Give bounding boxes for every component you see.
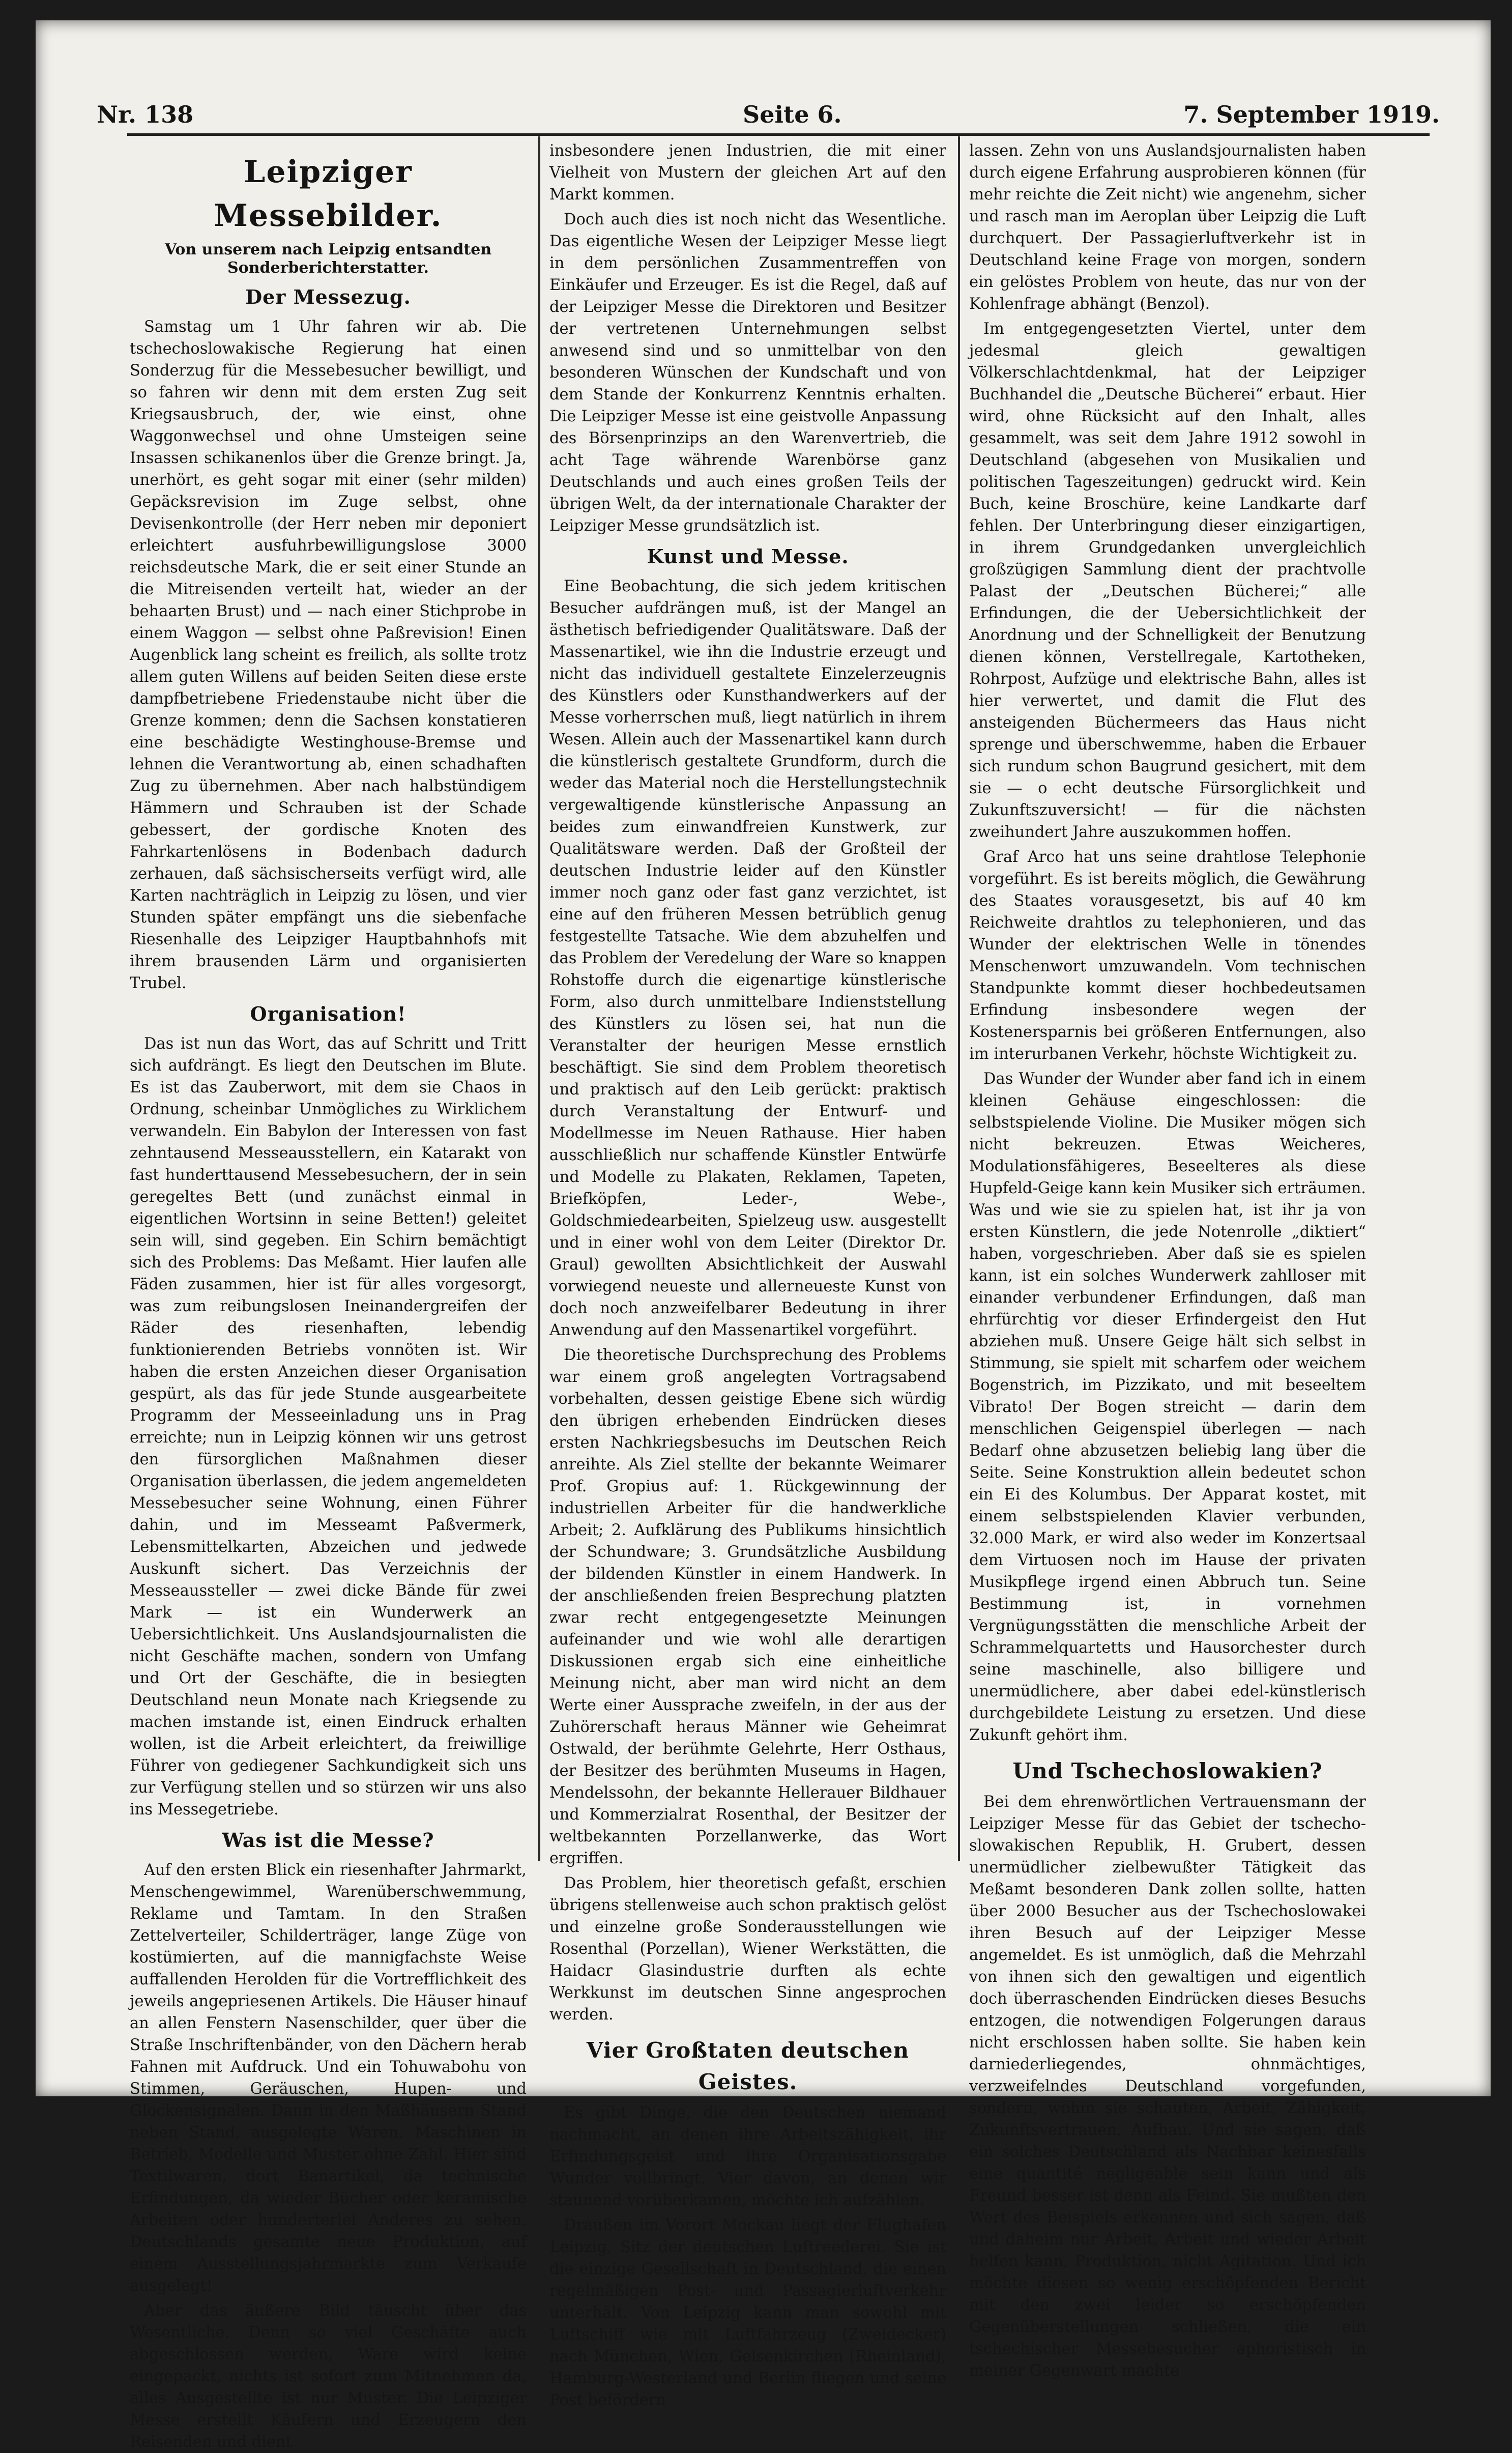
header-rule — [127, 133, 1430, 136]
paragraph: Das Problem, hier theoretisch gefaßt, erschien übrigens stellenweise auch schon praktisch gelöst und einzelne große Sonderausstellungen wie Rosenthal (Porzellan), Wiener Werkstätten, die Haidacr Glasindustrie durften als echte Werkkunst im deutschen Sinne angesprochen werden. — [549, 1874, 946, 2024]
section-heading: Der Messezug. — [245, 285, 411, 308]
paragraph: Samstag um 1 Uhr fahren wir ab. Die tschechoslowakische Regierung hat einen Sonderzug für die Messebesucher bewilligt, und so fahren wir denn mit dem ersten Zug seit Kriegsausbruch, der, wie einst, ohne Waggonwechsel und ohne Umsteigen seine Insassen schikanenlos über die Grenze bringt. Ja, unerhört, es geht sogar mit einer (sehr milden) Gepäcksrevision im Zuge selbst, ohne Devisenkontrolle (der Herr neben mir deponiert erleichtert ausfuhrbewilligungslose 3000 reichsdeutsche Mark, die er seit einer Stunde an die Mitreisenden verteilt hat, wieder an der behaarten Brust) und — nach einer Stichprobe in einem Waggon — selbst ohne Paßrevision! Einen Augenblick lang scheint es freilich, als sollte trotz allem guten Willens auf beiden Seiten diese erste dampfbetriebene Friedenstaube nicht über die Grenze kommen; denn die Sachsen konstatieren eine beschädigte Westinghouse-Bremse und lehnen die Verantwortung ab, einen schadhaften Zug zu übernehmen. Aber nach halbstündigem Hämmern und Schrauben ist der Schade gebessert, der gordische Knoten des Fahrkartenlösens in Bodenbach dadurch zerhauen, daß sächsischerseits verfügt wird, alle Karten nachträglich in Leipzig zu lösen, und vier Stunden später empfängt uns die siebenfache Riesenhalle des Leipziger Hauptbahnhofs mit ihrem brausenden Lärm und organisierten Trubel. — [130, 318, 527, 992]
section-heading: Und Tschechoslowakien? — [1012, 1758, 1323, 1783]
section-heading: Kunst und Messe. — [647, 545, 849, 568]
paragraph: Das ist nun das Wort, das auf Schritt und Tritt sich aufdrängt. Es liegt den Deutschen im Blute. Es ist das Zauberwort, mit dem sie Chaos in Ordnung, scheinbar Unmögliches zu Wirklichem verwandeln. Ein Babylon der Interessen von fast zehntausend Messeausstellern, ein Katarakt von fast hunderttausend Messebesuchern, der in sein geregeltes Bett (und zunächst einmal in eigentlichen Wortsinn in seine Betten!) geleitet sein will, sind gegeben. Ein Schirn bemächtigt sich des Problems: Das Meßamt. Hier laufen alle Fäden zusammen, hier ist für alles vorgesorgt, was zum reibungslosen Ineinandergreifen der Räder des riesenhaften, lebendig funktionierenden Betriebs vonnöten ist. Wir haben die ersten Anzeichen dieser Organisation gespürt, als das für jede Stunde ausgearbeitete Programm der Messeeinladung uns in Prag erreichte; nun in Leipzig können wir uns getrost den fürsorglichen Maßnahmen dieser Organisation überlassen, die jedem angemeldeten Messebesucher seine Wohnung, einen Führer dahin, und im Messeamt Paßvermerk, Lebensmittelkarten, Abzeichen und jedwede Auskunft sichert. Das Verzeichnis der Messeaussteller — zwei dicke Bände für zwei Mark — ist ein Wunderwerk an Uebersichtlichkeit. Uns Auslandsjournalisten die nicht Geschäfte machen, sondern von Umfang und Ort der Geschäfte, die in besiegten Deutschland neun Monate nach Kriegsende zu machen imstande ist, einen Eindruck erhalten wollen, ist die Arbeit erleichtert, da freiwillige Führer von gediegener Sachkundigkeit sich uns zur Verfügung stellen und so stürzen wir uns also ins Messegetriebe. — [130, 1035, 527, 1819]
column-divider — [958, 136, 960, 1861]
paragraph: Draußen im Vorort Mockau liegt der Flughafen Leipzig, Sitz der deutschen Luftreederei. Sie ist die einzige Gesellschaft in Deutschland, die einen regelmäßigen Post- und Passagierluftverkehr unterhält. Von Leipzig kann man sowohl mit Luftschiff wie mit Luftfahrzeug (Zweidecker) nach München, Wien, Gelsenkirchen (Rheinland), Hamburg-Westerland und Berlin fliegen und seine Post befördern — [549, 2216, 946, 2409]
paragraph: Im entgegengesetzten Viertel, unter dem jedesmal gleich gewaltigen Völkerschlachtdenkmal, hat der Leipziger Buchhandel die „Deutsche Bücherei“ erbaut. Hier wird, ohne Rücksicht auf den Inhalt, alles gesammelt, was seit dem Jahre 1912 sowohl in Deutschland (abgesehen von Musikalien und politischen Tageszeitungen) gedruckt wird. Kein Buch, keine Broschüre, keine Landkarte darf fehlen. Der Unterbringung dieser einzigartigen, in ihrem Grundgedanken unvergleichlich großzügigen Sammlung dient der prachtvolle Palast der „Deutschen Bücherei;“ alle Erfindungen, die der Uebersichtlichkeit der Anordnung und der Schnelligkeit der Benutzung dienen können, Verstellregale, Kartotheken, Rohrpost, Aufzüge und elektrische Bahn, alles ist hier verwertet, und damit die Flut des ansteigenden Büchermeers das Haus nicht sprenge und überschwemme, haben die Erbauer sich rundum schon Baugrund gesichert, mit dem sie — o echt deutsche Fürsorglichkeit und Zukunftszuversicht! — für die nächsten zweihundert Jahre auszukommen hoffen. — [969, 320, 1366, 841]
paragraph: Die theoretische Durchsprechung des Problems war einem groß angelegten Vortragsabend vorbehalten, dessen geistige Ebene sich würdig den übrigen erhebenden Eindrücken dieses ersten Nachkriegsbesuchs im Deutschen Reich anreihte. Als Ziel stellte der bekannte Weimarer Prof. Gropius auf: 1. Rückgewinnung der industriellen Arbeiter für die handwerkliche Arbeit; 2. Aufklärung des Publikums hinsichtlich der Schundware; 3. Grundsätzliche Ausbildung der bildenden Künstler in einem Handwerk. In der anschließenden freien Besprechung platzten zwar recht entgegengesetzte Meinungen aufeinander und wie wohl alle derartigen Diskussionen ergab sich eine einheitliche Meinung nicht, aber man wird nicht an dem Werte einer Aussprache zweifeln, in der aus der Zuhörerschaft heraus Männer wie Geheimrat Ostwald, der berühmte Gelehrte, Herr Osthaus, der Besitzer des berühmten Museums in Hagen, Mendelssohn, der bekannte Hellerauer Bildhauer und Kommerzialrat Rosenthal, der Besitzer der weltbekannten Porzellanwerke, das Wort ergriffen. — [549, 1346, 946, 1867]
column-3 — [969, 140, 1366, 2380]
issue-date: 7. September 1919. — [1183, 101, 1440, 128]
page-header — [97, 96, 1440, 136]
paragraph: Das Wunder der Wunder aber fand ich in einem kleinen Gehäuse eingeschlossen: die selbstspielende Violine. Die Musiker mögen sich nicht bekreuzen. Etwas Weicheres, Modulationsfähigeres, Beseelteres als diese Hupfeld-Geige kann kein Musiker sich erträumen. Was und wie sie zu spielen hat, ist ihr ja von ersten Künstlern, die jede Notenrolle „diktiert“ haben, vorgeschrieben. Aber daß sie es spielen kann, ist ein solches Wunderwerk zahlloser mit einander verbundener Erfindungen, daß man ehrfürchtig vor dieser Erfindergeist den Hut abziehen muß. Unsere Geige hält sich selbst in Stimmung, sie spielt mit scharfem oder weichem Bogenstrich, im Pizzikato, und mit beseeltem Vibrato! Der Bogen streicht — darin dem menschlichen Geigenspiel überlegen — nach Bedarf ohne abzusetzen beliebig lang über die Seite. Seine Konstruktion allein bedeutet schon ein Ei des Kolumbus. Der Apparat kostet, mit einem selbstspielenden Klavier verbunden, 32.000 Mark, er wird also weder im Konzertsaal dem Virtuosen noch im Hause der privaten Musikpflege irgend einen Abbruch tun. Seine Bestimmung ist, in vornehmen Vergnügungsstätten die menschliche Arbeit der Schrammelquartetts und Hausorchester durch seine maschinelle, also billigere und unermüdlichere, aber dabei edel-künstlerisch durchgebildete Leistung zu ersetzen. Und diese Zukunft gehört ihm. — [969, 1070, 1366, 1744]
paragraph: Graf Arco hat uns seine drahtlose Telephonie vorgeführt. Es ist bereits möglich, die Gewährung des Staates vorausgesetzt, bis auf 40 km Reichweite drahtlos zu telephonieren, und das Wunder der elektrischen Welle in tönendes Menschenwort umzuwandeln. Vom technischen Standpunkte kommt dieser hochbedeutsamen Erfindung insbesondere wegen der Kostenersparnis bei größeren Entfernungen, also im interurbanen Verkehr, höchste Wichtigkeit zu. — [969, 848, 1366, 1063]
column-divider — [538, 136, 540, 1861]
article-subtitle: Von unserem nach Leipzig entsandten Sonderberichterstatter. — [164, 241, 492, 277]
paragraph: Bei dem ehrenwörtlichen Vertrauensmann der Leipziger Messe für das Gebiet der tschecho-slowakischen Republik, H. Grubert, dessen unermüdlicher zielbewußter Tätigkeit das Meßamt besonderen Dank zollen sollte, hatten über 2000 Besucher aus der Tschechoslowakei ihren Besuch auf der Leipziger Messe angemeldet. Es ist unmöglich, daß die Mehrzahl von ihnen sich den gewaltigen und eigentlich doch überraschenden Eindrücken dieses Besuchs entzogen, die notwendigen Folgerungen daraus nicht erschlossen haben sollte. Sie haben kein darniederliegendes, ohnmächtiges, verzweifelndes Deutschland vorgefunden, sondern, wohin sie schauten, Arbeit, Zähigkeit, Zukunftsvertrauen, Aufbau. Und sie sagen, daß ein solches Deutschland als Nachbar keinesfalls eine quantité negligeable sein kann und als Freund besser ist denn als Feind. Sie mußten den Wert des Beispiels erkennen und sich sagen, daß und daheim nur Arbeit, Arbeit und wieder Arbeit helfen kann, Produktion, nicht Agitation. Und ich möchte diesen so wenig erschöpfenden Bericht mit den zwei leider so erschöpfenden Gegenüberstellungen schließen, die ein tschechischer Messebesucher aphoristisch in meiner Gegenwart machte — [969, 1793, 1366, 2380]
paragraph: Eine Beobachtung, die sich jedem kritischen Besucher aufdrängen muß, ist der Mangel an ästhetisch befriedigender Qualitätsware. Daß der Massenartikel, wie ihn die Industrie erzeugt und nicht das individuell gestaltete Einzelerzeugnis des Künstlers oder Kunsthandwerkers auf der Messe vorherrschen muß, liegt natürlich in ihrem Wesen. Allein auch der Massenartikel kann durch die künstlerisch gestaltete Grundform, durch die weder das Material noch die Herstellungstechnik vergewaltigende künstlerische Anpassung an beides zum einwandfreien Kunstwerk, zur Qualitätsware werden. Daß der Großteil der deutschen Industrie leider auf den Künstler immer noch ganz oder fast ganz verzichtet, ist eine auf den früheren Messen betrüblich genug festgestellte Tatsache. Wie dem abzuhelfen und das Problem der Veredelung der Ware so knappen Rohstoffe durch die eigenartige künstlerische Form, also durch unmittelbare Indienststellung des Künstlers zu lösen sei, hat nun die Veranstalter der heurigen Messe ernstlich beschäftigt. Sie sind dem Problem theoretisch und praktisch auf den Leib gerückt: praktisch durch Veranstaltung der Entwurf- und Modellmesse im Neuen Rathause. Hier haben ausschließlich nur schaffende Künstler Entwürfe und Modelle zu Plakaten, Reklamen, Tapeten, Briefköpfen, Leder-, Webe-, Goldschmiedearbeiten, Spielzeug usw. ausgestellt und in einer wohl von dem Leiter (Direktor Dr. Graul) gewollten Absichtlichkeit der Auswahl vorwiegend neueste und allerneueste Kunst von doch noch anzweifelbarer Bedeutung in ihrer Anwendung auf den Massenartikel vorgeführt. — [549, 578, 946, 1339]
paragraph: Auf den ersten Blick ein riesenhafter Jahrmarkt, Menschengewimmel, Warenüberschwemmung, Reklame und Tamtam. In den Straßen Zettelverteiler, Schilderträger, lange Züge von kostümierten, auf die mannigfachste Weise auffallenden Herolden für die Vortrefflichkeit des jeweils angepriesenen Artikels. Die Häuser hinauf an allen Fenstern Nasenschilder, quer über die Straße Inschriftenbänder, von den Dächern herab Fahnen mit Aufdruck. Und ein Tohuwabohu von Stimmen, Geräuschen, Hupen- und Glockensignalen. Dann in den Maßhäusern Stand neben Stand, ausgelegte Waren, Maschinen in Betrieb, Modelle und Muster ohne Zahl. Hier sind Textilwaren, dort Banartikel, da technische Erfindungen, da wieder Bücher oder keramische Arbeiten oder hunderterlei Anderes zu sehen. Deutschlands gesamte neue Produktion, auf einem Ausstellungsjahrmarkte zum Verkaufe ausgelegt! — [130, 1861, 527, 2295]
paragraph: Es gibt Dinge, die den Deutschen niemand nachmacht, an denen ihre Arbeitszähigkeit, ihr Erfindungsgeist und ihre Organisationsgabe Wunder vollbringt. Vier davon, an denen wir staunend vorüberkamen, möchte ich aufzählen. — [549, 2104, 946, 2209]
section-heading: Organisation! — [250, 1002, 406, 1025]
paragraph: lassen. Zehn von uns Auslandsjournalisten haben durch eigene Erfahrung ausprobieren können (für mehr reichte die Zeit nicht) wie angenehm, sicher und rasch man im Aeroplan über Leipzig die Luft durchquert. Der Passagierluftverkehr ist in Deutschland keine Frage von morgen, sondern ein gelöstes Problem von heute, das nur von der Kohlenfrage abhängt (Benzol). — [969, 142, 1366, 313]
issue-number: Nr. 138 — [97, 101, 194, 128]
paragraph: Aber das äußere Bild täuscht über das Wesentliche. Denn so viel Geschäfte auch abgeschlossen werden, Ware wird keine eingepackt, nichts ist sofort zum Mitnehmen da, alles Ausgestellte ist nur Muster. Die Leipziger Messe erstellt Käufern und Erzeugern den Reisenden und dient — [130, 2302, 527, 2451]
column-1 — [130, 140, 527, 2451]
paragraph: Doch auch dies ist noch nicht das Wesentliche. Das eigentliche Wesen der Leipziger Messe liegt in dem persönlichen Zusammentreffen von Einkäufer und Erzeuger. Es ist die Regel, daß auf der Leipziger Messe die Direktoren und Besitzer der vertretenen Unternehmungen selbst anwesend sind und so unmittelbar von den besonderen Wünschen der Kundschaft und von dem Stande der Konkurrenz Kenntnis erhalten. Die Leipziger Messe ist eine geistvolle Anpassung des Börsenprinzips an den Warenvertrieb, die acht Tage währende Warenbörse ganz Deutschlands und auch eines großen Teils der übrigen Welt, da der internationale Charakter der Leipziger Messe grundsätzlich ist. — [549, 211, 946, 535]
page-number: Seite 6. — [743, 101, 842, 128]
section-heading: Vier Großtaten deutschen Geistes. — [586, 2038, 910, 2094]
column-2 — [549, 140, 946, 2409]
article-title: Leipziger Messebilder. — [214, 154, 443, 234]
section-heading: Was ist die Messe? — [222, 1829, 434, 1852]
paragraph: insbesondere jenen Industrien, die mit einer Vielheit von Mustern der gleichen Art auf den Markt kommen. — [549, 142, 946, 204]
